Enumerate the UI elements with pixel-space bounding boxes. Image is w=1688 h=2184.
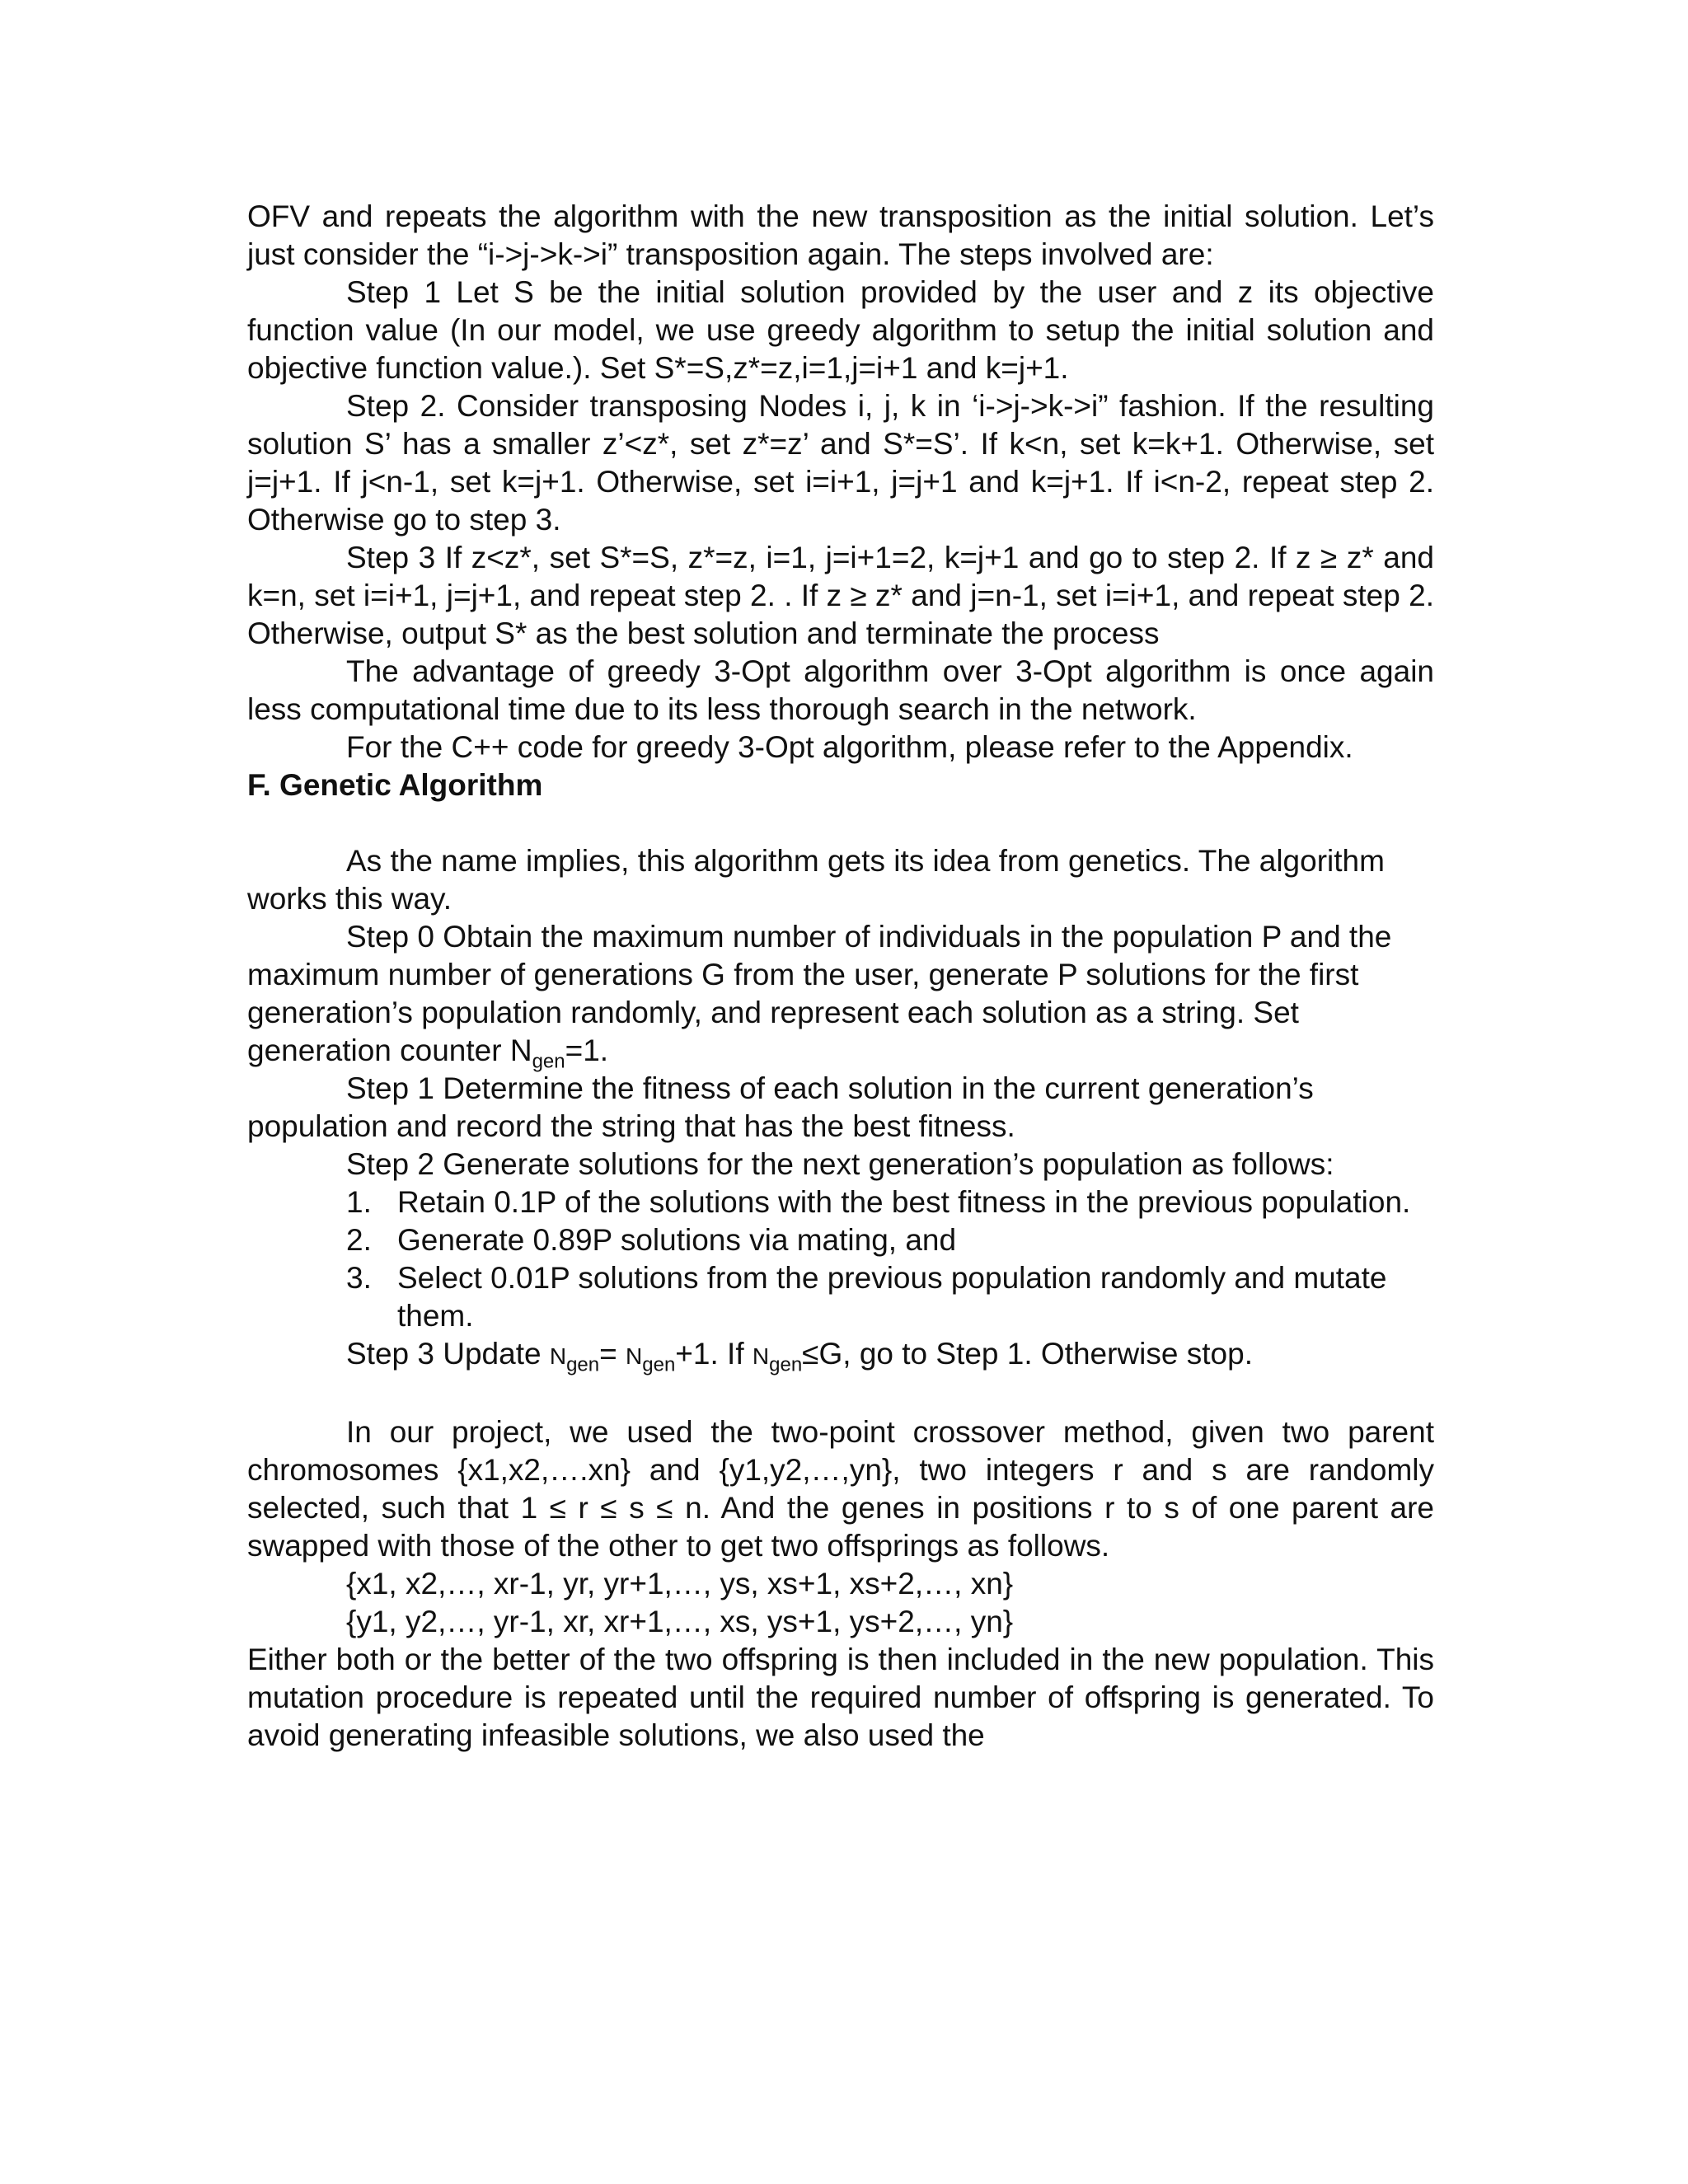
opt3-step-2: Step 2. Consider transposing Nodes i, j, k in ‘i->j->k->i” fashion. If the resulting solution S’ has a smaller z’<z*, set z*=z’ and S*=S’. If k<n, set k=k+1. Otherwise, set j=j+1. If j<n-1, set k=j+1. Otherwise, set i=i+1, j=j+1 and k=j+1. If i<n-2, repeat step 2. Otherwise go to step 3. (247, 389, 1434, 537)
ga-step-0-text: Step 0 Obtain the maximum number of individuals in the population P and the maximum number of generations G from the user, generate P solutions for the first generation’s population randomly, and represent each solution as a string. Set generation counter N (247, 920, 1392, 1067)
ngen-symbol: N (549, 1343, 567, 1369)
ga-step-3-text-a: Step 3 Update (346, 1337, 550, 1371)
ga-step-3-text-c: +1. If (675, 1337, 753, 1371)
list-item-text: Select 0.01P solutions from the previous population randomly and mutate them. (397, 1261, 1387, 1333)
list-item (247, 1221, 1434, 1259)
list-item (247, 1259, 1434, 1335)
ga-step-3-text-d: ≤G, go to Step 1. Otherwise stop. (802, 1337, 1253, 1371)
document-page (247, 198, 1434, 1755)
ngen-symbol: N (752, 1343, 770, 1369)
crossover-text-rest: 1,x2,….xn} and {y1,y2,…,yn}, two integers r and s are randomly selected, such that 1 ≤ r ≤ s ≤ n. And the genes in positions r to s of one parent are swapped with those of the other to get two offsprings as follows. (247, 1453, 1434, 1563)
ngen-subscript: gen (769, 1353, 803, 1376)
offspring-formula-1: {x1, x2,…, xr-1, yr, yr+1,…, ys, xs+1, xs+2,…, xn} (346, 1567, 1014, 1601)
ga-step-3 (247, 1335, 1434, 1376)
ngen-symbol: N (626, 1343, 643, 1369)
code-reference-paragraph: For the C++ code for greedy 3-Opt algorithm, please refer to the Appendix. (346, 730, 1353, 764)
ga-step-0-end: =1. (565, 1033, 609, 1067)
ga-step-0 (247, 918, 1434, 1073)
ga-step-0-subscript: gen (532, 1050, 565, 1073)
opt3-step-3: Step 3 If z<z*, set S*=S, z*=z, i=1, j=i+1=2, k=j+1 and go to step 2. If z ≥ z* and k=n, set i=i+1, j=j+1, and repeat step 2. . If z ≥ z* and j=n-1, set i=i+1, and repeat step 2. Otherwise, output S* as the best solution and terminate the process (247, 541, 1434, 650)
offspring-formula-2: {y1, y2,…, yr-1, xr, xr+1,…, xs, ys+1, ys+2,…, yn} (346, 1605, 1014, 1638)
list-item (247, 1183, 1434, 1221)
section-heading: F. Genetic Algorithm (247, 768, 543, 802)
advantage-paragraph: The advantage of greedy 3-Opt algorithm over 3-Opt algorithm is once again less computational time due to its less thorough search in the network. (247, 654, 1434, 726)
list-item-number: 1. (346, 1185, 372, 1219)
opt3-step-1: Step 1 Let S be the initial solution provided by the user and z its objective function value (In our model, we use greedy algorithm to setup the initial solution and objective function value.). Set S*=S,z*=z,i=1,j=i+1 and k=j+1. (247, 275, 1434, 385)
ga-step-3-text-b: = (599, 1337, 626, 1371)
ga-step-1: Step 1 Determine the fitness of each solution in the current generation’s population and record the string that has the best fitness. (247, 1071, 1314, 1143)
list-item-text: Retain 0.1P of the solutions with the best fitness in the previous population. (397, 1185, 1411, 1219)
list-item-text: Generate 0.89P solutions via mating, and (397, 1223, 957, 1257)
crossover-paragraph (247, 1413, 1434, 1565)
ngen-subscript: gen (642, 1353, 676, 1376)
list-item-number: 3. (346, 1261, 372, 1295)
closing-paragraph: Either both or the better of the two offspring is then included in the new population. This mutation procedure is repeated until the required number of offspring is generated. To avoid generating infeasible solutions, we also used the (247, 1643, 1434, 1752)
ga-step-2-list (247, 1183, 1434, 1335)
ngen-subscript: gen (566, 1353, 600, 1376)
ga-intro: As the name implies, this algorithm gets its idea from genetics. The algorithm works this way. (247, 844, 1385, 916)
ga-step-2: Step 2 Generate solutions for the next generation’s population as follows: (346, 1147, 1334, 1181)
list-item-number: 2. (346, 1223, 372, 1257)
intro-paragraph: OFV and repeats the algorithm with the new transposition as the initial solution. Let’s just consider the “i->j->k->i” transposition again. The steps involved are: (247, 199, 1434, 271)
crossover-text-a: In our project, we used the two-point crossover method, given two parent chromosomes {x (247, 1415, 1434, 1487)
